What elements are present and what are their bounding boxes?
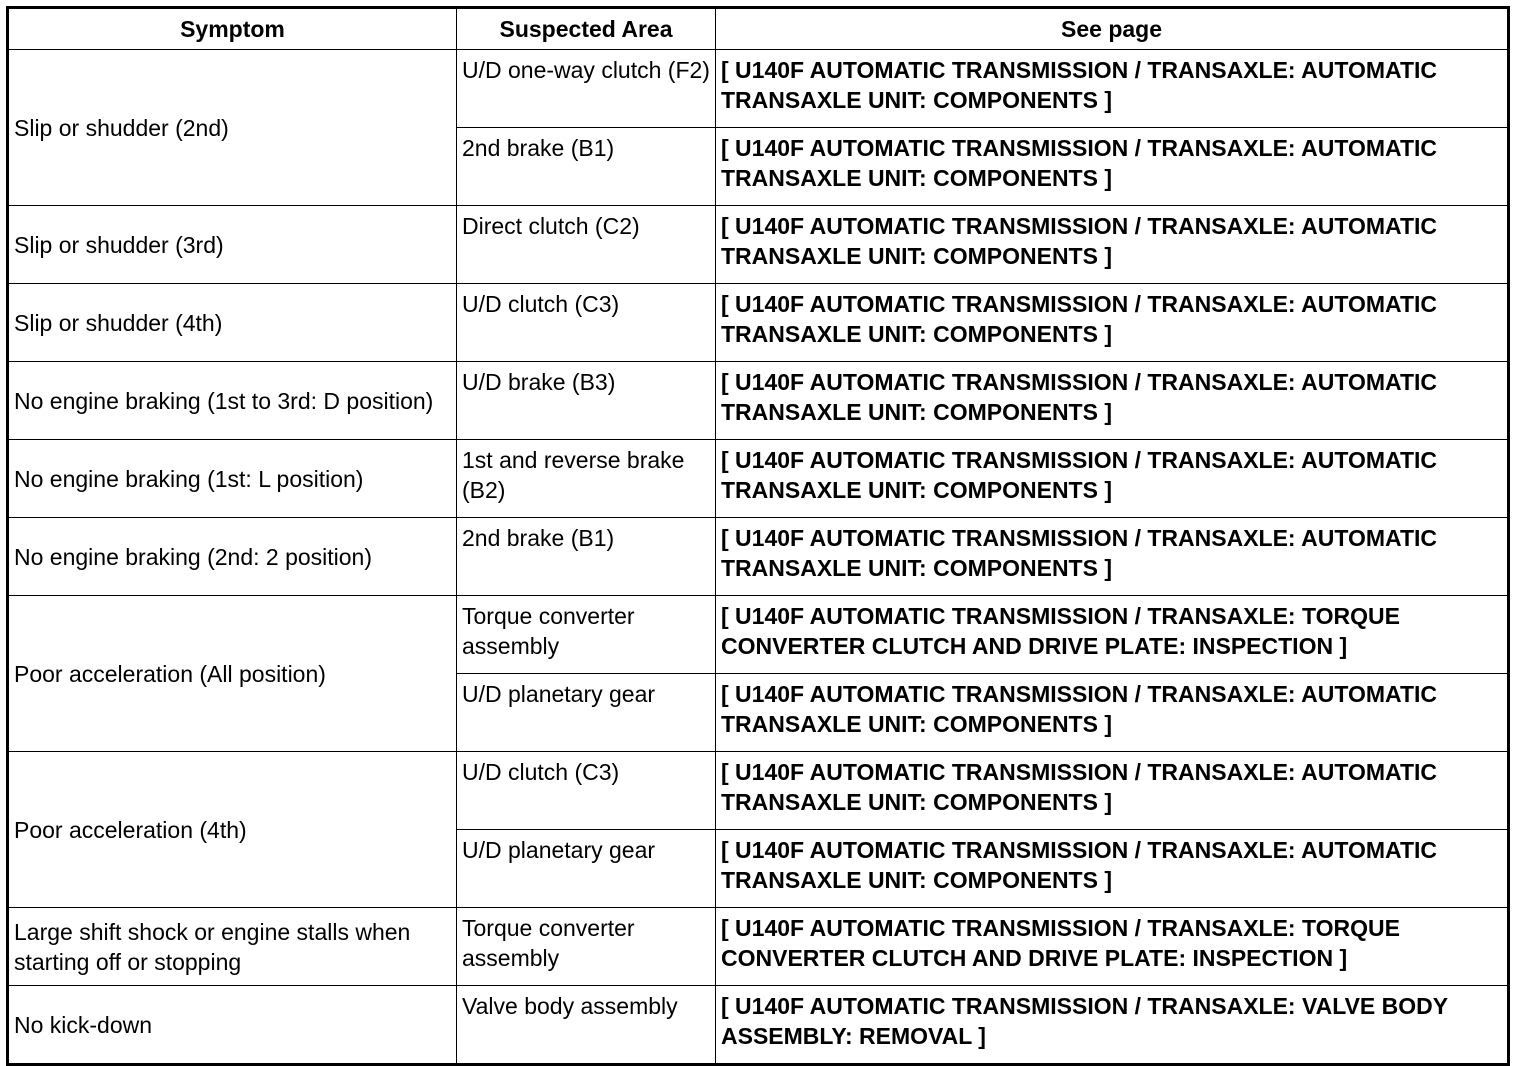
see-page-link[interactable]: [ U140F AUTOMATIC TRANSMISSION / TRANSAXLE: AUTOMATIC TRANSAXLE UNIT: COMPONENTS ] xyxy=(716,752,1509,830)
table-row xyxy=(8,596,1509,674)
header-symptom: Symptom xyxy=(8,8,457,50)
see-page-link[interactable]: [ U140F AUTOMATIC TRANSMISSION / TRANSAXLE: AUTOMATIC TRANSAXLE UNIT: COMPONENTS ] xyxy=(716,284,1509,362)
header-see-page: See page xyxy=(716,8,1509,50)
symptom-cell: Poor acceleration (4th) xyxy=(8,752,457,908)
suspected-area-cell: U/D brake (B3) xyxy=(457,362,716,440)
suspected-area-cell: U/D one-way clutch (F2) xyxy=(457,50,716,128)
symptom-cell: No kick-down xyxy=(8,986,457,1065)
see-page-link[interactable]: [ U140F AUTOMATIC TRANSMISSION / TRANSAXLE: AUTOMATIC TRANSAXLE UNIT: COMPONENTS ] xyxy=(716,128,1509,206)
table-row xyxy=(8,284,1509,362)
suspected-area-cell: 2nd brake (B1) xyxy=(457,128,716,206)
table-row xyxy=(8,206,1509,284)
symptom-cell: Slip or shudder (4th) xyxy=(8,284,457,362)
suspected-area-cell: Torque converter assembly xyxy=(457,596,716,674)
see-page-link[interactable]: [ U140F AUTOMATIC TRANSMISSION / TRANSAXLE: AUTOMATIC TRANSAXLE UNIT: COMPONENTS ] xyxy=(716,830,1509,908)
suspected-area-cell: Direct clutch (C2) xyxy=(457,206,716,284)
see-page-link[interactable]: [ U140F AUTOMATIC TRANSMISSION / TRANSAXLE: AUTOMATIC TRANSAXLE UNIT: COMPONENTS ] xyxy=(716,206,1509,284)
symptom-cell: No engine braking (1st: L position) xyxy=(8,440,457,518)
table-row xyxy=(8,986,1509,1065)
see-page-link[interactable]: [ U140F AUTOMATIC TRANSMISSION / TRANSAXLE: AUTOMATIC TRANSAXLE UNIT: COMPONENTS ] xyxy=(716,518,1509,596)
suspected-area-cell: U/D clutch (C3) xyxy=(457,752,716,830)
see-page-link[interactable]: [ U140F AUTOMATIC TRANSMISSION / TRANSAXLE: AUTOMATIC TRANSAXLE UNIT: COMPONENTS ] xyxy=(716,440,1509,518)
table-row xyxy=(8,752,1509,830)
symptom-cell: Large shift shock or engine stalls when starting off or stopping xyxy=(8,908,457,986)
table-row xyxy=(8,50,1509,128)
symptom-cell: Slip or shudder (2nd) xyxy=(8,50,457,206)
see-page-link[interactable]: [ U140F AUTOMATIC TRANSMISSION / TRANSAXLE: TORQUE CONVERTER CLUTCH AND DRIVE PLATE: INSPECTION ] xyxy=(716,596,1509,674)
table-row xyxy=(8,518,1509,596)
header-row xyxy=(8,8,1509,50)
suspected-area-cell: Valve body assembly xyxy=(457,986,716,1065)
table-row xyxy=(8,440,1509,518)
suspected-area-cell: U/D planetary gear xyxy=(457,830,716,908)
see-page-link[interactable]: [ U140F AUTOMATIC TRANSMISSION / TRANSAXLE: AUTOMATIC TRANSAXLE UNIT: COMPONENTS ] xyxy=(716,674,1509,752)
see-page-link[interactable]: [ U140F AUTOMATIC TRANSMISSION / TRANSAXLE: VALVE BODY ASSEMBLY: REMOVAL ] xyxy=(716,986,1509,1065)
suspected-area-cell: 2nd brake (B1) xyxy=(457,518,716,596)
see-page-link[interactable]: [ U140F AUTOMATIC TRANSMISSION / TRANSAXLE: TORQUE CONVERTER CLUTCH AND DRIVE PLATE: INSPECTION ] xyxy=(716,908,1509,986)
diagnosis-table xyxy=(6,6,1510,1066)
symptom-cell: No engine braking (1st to 3rd: D position) xyxy=(8,362,457,440)
table-row xyxy=(8,908,1509,986)
symptom-cell: Poor acceleration (All position) xyxy=(8,596,457,752)
suspected-area-cell: 1st and reverse brake (B2) xyxy=(457,440,716,518)
suspected-area-cell: U/D planetary gear xyxy=(457,674,716,752)
header-suspected-area: Suspected Area xyxy=(457,8,716,50)
suspected-area-cell: U/D clutch (C3) xyxy=(457,284,716,362)
see-page-link[interactable]: [ U140F AUTOMATIC TRANSMISSION / TRANSAXLE: AUTOMATIC TRANSAXLE UNIT: COMPONENTS ] xyxy=(716,362,1509,440)
suspected-area-cell: Torque converter assembly xyxy=(457,908,716,986)
see-page-link[interactable]: [ U140F AUTOMATIC TRANSMISSION / TRANSAXLE: AUTOMATIC TRANSAXLE UNIT: COMPONENTS ] xyxy=(716,50,1509,128)
table-row xyxy=(8,362,1509,440)
symptom-cell: Slip or shudder (3rd) xyxy=(8,206,457,284)
symptom-cell: No engine braking (2nd: 2 position) xyxy=(8,518,457,596)
page xyxy=(6,6,1510,1066)
